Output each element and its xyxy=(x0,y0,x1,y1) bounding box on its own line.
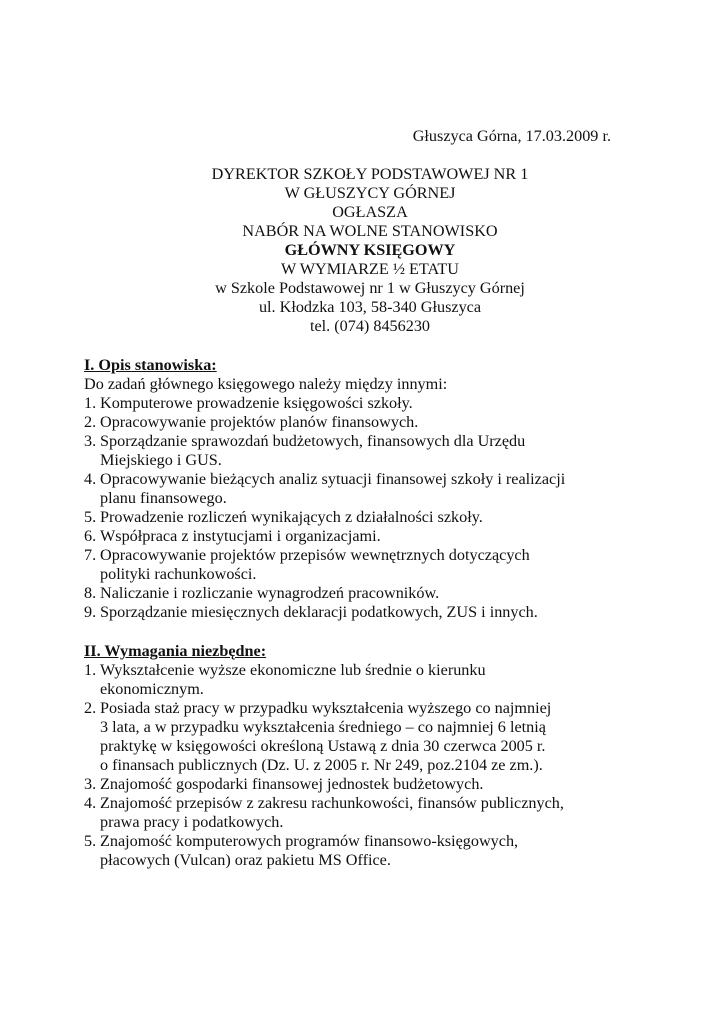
list-item-number: 4. xyxy=(84,794,97,812)
header-recruitment: NABÓR NA WOLNE STANOWISKO xyxy=(242,222,498,240)
header-address: ul. Kłodzka 103, 58-340 Głuszyca xyxy=(258,298,482,316)
list-item-line xyxy=(84,832,644,851)
list-item xyxy=(84,527,644,546)
section-job-description xyxy=(84,356,644,622)
list-item xyxy=(84,394,644,413)
list-item-line xyxy=(84,508,644,527)
list-item-number: 6. xyxy=(84,527,97,545)
list-item-line xyxy=(84,775,644,794)
list-item xyxy=(84,413,644,432)
list-item-line xyxy=(84,794,644,813)
header-location: W GŁUSZYCY GÓRNEJ xyxy=(284,184,456,202)
list-item-number: 1. xyxy=(84,394,97,412)
list-item xyxy=(84,699,644,775)
list-item-continuation: ekonomicznym. xyxy=(100,680,204,698)
list-item-text: Naliczanie i rozliczanie wynagrodzeń pracowników. xyxy=(100,584,440,602)
list-item-continuation: planu finansowego. xyxy=(100,489,227,507)
section-requirements xyxy=(84,642,644,870)
list-item-text: Komputerowe prowadzenie księgowości szkoły. xyxy=(100,394,413,412)
list-item-number: 2. xyxy=(84,699,97,717)
list-item-continuation: płacowych (Vulcan) oraz pakietu MS Office. xyxy=(100,851,391,869)
list-item xyxy=(84,603,644,622)
announcement-header xyxy=(100,165,640,336)
list-item-line xyxy=(84,527,644,546)
section-title: I. Opis stanowiska: xyxy=(84,356,217,374)
header-phone: tel. (074) 8456230 xyxy=(309,317,431,335)
list-item-continuation: praktykę w księgowości określoną Ustawą z dnia 30 czerwca 2005 r. xyxy=(100,737,546,755)
list-item-text: Opracowywanie projektów przepisów wewnętrznych dotyczących xyxy=(100,546,530,564)
list-item-line xyxy=(84,661,644,680)
section-intro: Do zadań głównego księgowego należy między innymi: xyxy=(84,375,448,393)
list-item xyxy=(84,470,644,508)
list-item-line xyxy=(84,546,644,565)
list-item-number: 1. xyxy=(84,661,97,679)
list-item-text: Wykształcenie wyższe ekonomiczne lub średnie o kierunku xyxy=(100,661,486,679)
list-item-number: 4. xyxy=(84,470,97,488)
section-title: II. Wymagania niezbędne: xyxy=(84,642,267,660)
list-item-text: Sporządzanie sprawozdań budżetowych, finansowych dla Urzędu xyxy=(100,432,526,450)
list-item xyxy=(84,546,644,584)
list-item-continuation: o finansach publicznych (Dz. U. z 2005 r. Nr 249, poz.2104 ze zm.). xyxy=(100,756,543,774)
list-item-number: 8. xyxy=(84,584,97,602)
list-item-text: Znajomość gospodarki finansowej jednostek budżetowych. xyxy=(100,775,484,793)
list-item-line xyxy=(84,413,644,432)
list-item xyxy=(84,584,644,603)
list-item-number: 7. xyxy=(84,546,97,564)
list-item-line xyxy=(84,699,644,718)
duties-list xyxy=(84,394,644,622)
list-item xyxy=(84,508,644,527)
list-item-continuation: polityki rachunkowości. xyxy=(100,565,257,583)
list-item-text: Znajomość komputerowych programów finansowo-księgowych, xyxy=(100,832,519,850)
header-school-name: w Szkole Podstawowej nr 1 w Głuszycy Górnej xyxy=(215,279,525,297)
list-item-text: Współpraca z instytucjami i organizacjami. xyxy=(100,527,381,545)
list-item xyxy=(84,775,644,794)
list-item-number: 2. xyxy=(84,413,97,431)
list-item-line xyxy=(84,470,644,489)
list-item-text: Prowadzenie rozliczeń wynikających z działalności szkoły. xyxy=(100,508,483,526)
list-item-text: Znajomość przepisów z zakresu rachunkowości, finansów publicznych, xyxy=(100,794,564,812)
list-item-number: 3. xyxy=(84,432,97,450)
list-item-line xyxy=(84,603,644,622)
date-line: Głuszyca Górna, 17.03.2009 r. xyxy=(412,127,611,145)
list-item-text: Posiada staż pracy w przypadku wykształcenia wyższego co najmniej xyxy=(100,699,552,717)
list-item xyxy=(84,661,644,699)
header-position-title: GŁÓWNY KSIĘGOWY xyxy=(284,241,456,259)
list-item-line xyxy=(84,394,644,413)
list-item xyxy=(84,432,644,470)
header-director: DYREKTOR SZKOŁY PODSTAWOWEJ NR 1 xyxy=(211,165,529,183)
list-item-continuation: prawa pracy i podatkowych. xyxy=(100,813,284,831)
list-item-text: Sporządzanie miesięcznych deklaracji podatkowych, ZUS i innych. xyxy=(100,603,538,621)
list-item xyxy=(84,794,644,832)
list-item-number: 5. xyxy=(84,832,97,850)
list-item-number: 3. xyxy=(84,775,97,793)
list-item-number: 5. xyxy=(84,508,97,526)
list-item-continuation: Miejskiego i GUS. xyxy=(100,451,222,469)
list-item-text: Opracowywanie bieżących analiz sytuacji finansowej szkoły i realizacji xyxy=(100,470,566,488)
list-item-line xyxy=(84,584,644,603)
list-item xyxy=(84,832,644,870)
list-item-continuation: 3 lata, a w przypadku wykształcenia średniego – co najmniej 6 letnią xyxy=(100,718,546,736)
list-item-text: Opracowywanie projektów planów finansowych. xyxy=(100,413,419,431)
list-item-line xyxy=(84,432,644,451)
requirements-list xyxy=(84,661,644,870)
header-announces: OGŁASZA xyxy=(332,203,408,221)
list-item-number: 9. xyxy=(84,603,97,621)
header-working-time: W WYMIARZE ½ ETATU xyxy=(281,260,459,278)
